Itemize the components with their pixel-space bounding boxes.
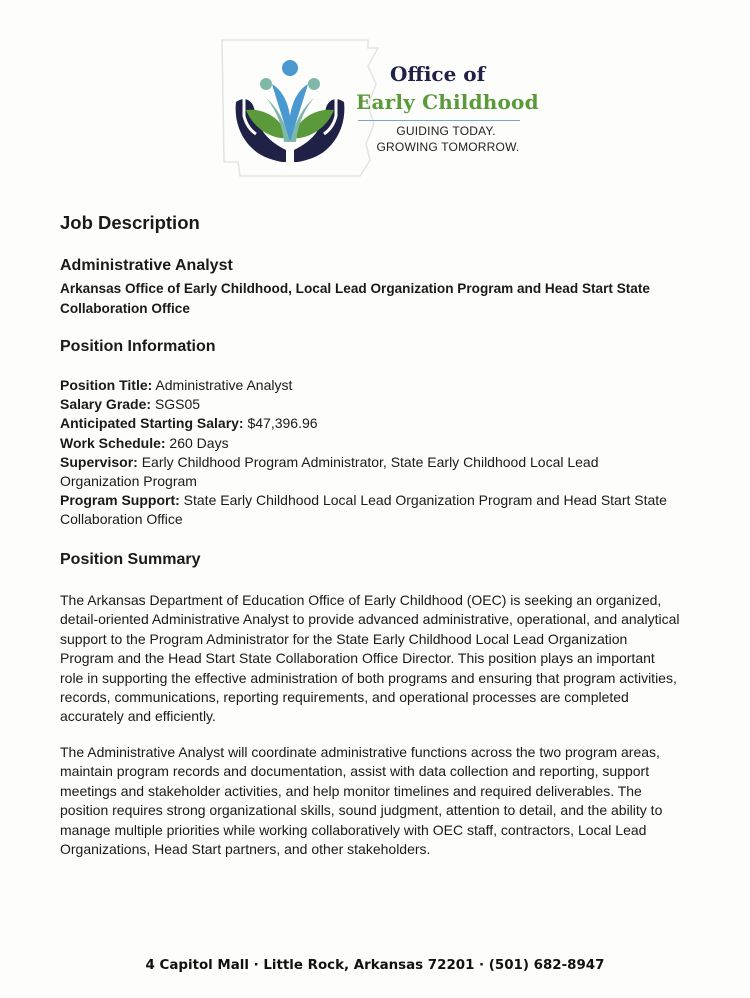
supervisor-row (60, 453, 680, 491)
field-value: SGS05 (151, 396, 201, 413)
logo-title-line2: Early Childhood (356, 90, 539, 114)
field-label: Program Support: (60, 492, 180, 509)
position-information-heading: Position Information (60, 338, 216, 355)
field-label: Work Schedule: (60, 434, 166, 451)
position-title-row (60, 376, 680, 395)
field-value: Early Childhood Program Administrator, State Early Childhood Local Lead Organization Program (60, 453, 599, 490)
field-value: 260 Days (165, 434, 229, 451)
field-value: $47,396.96 (243, 415, 318, 432)
logo-divider (358, 120, 520, 121)
field-label: Position Title: (60, 377, 153, 393)
logo-tagline-line2: GROWING TOMORROW. (376, 140, 520, 154)
starting-salary-row (60, 414, 680, 433)
agency-logo (218, 36, 539, 186)
footer-address: 4 Capitol Mall · Little Rock, Arkansas 72201 · (501) 682-8947 (145, 958, 605, 973)
work-schedule-row (60, 434, 680, 453)
logo-title-line1: Office of (390, 62, 486, 86)
position-information-list (60, 376, 680, 530)
hands-holding-plant-and-people-icon (232, 58, 348, 166)
summary-paragraph-2: The Administrative Analyst will coordinate administrative functions across the two program areas, maintain program records and documentation, assist with data collection and reporting, support meetings and stakeholder activities, and help monitor timelines and required deliverables. The position requires strong organizational skills, sound judgment, attention to detail, and the ability to manage multiple priorities while working collaboratively with OEC staff, contractors, Local Lead Organizations, Head Start partners, and other stakeholders. (60, 744, 663, 858)
field-label: Supervisor: (60, 453, 138, 470)
organization-name: Arkansas Office of Early Childhood, Local Lead Organization Program and Head Start State Collaboration Office (60, 281, 650, 316)
field-value: Administrative Analyst (152, 377, 293, 393)
page-title: Job Description (60, 212, 200, 233)
job-title: Administrative Analyst (60, 257, 233, 274)
salary-grade-row (60, 395, 680, 414)
field-label: Salary Grade: (60, 396, 152, 413)
position-summary-heading: Position Summary (60, 551, 201, 568)
field-value: State Early Childhood Local Lead Organization Program and Head Start State Collaboration Office (60, 492, 667, 528)
field-label: Anticipated Starting Salary: (60, 415, 244, 432)
summary-paragraph-1: The Arkansas Department of Education Office of Early Childhood (OEC) is seeking an organized, detail-oriented Administrative Analyst to provide advanced administrative, operational, and analytical support to the Program Administrator for the State Early Childhood Local Lead Organization Program and the Head Start State Collaboration Office Director. This position plays an important role in supporting the effective administration of both programs and ensuring that program activities, records, communications, reporting requirements, and operational processes are completed accurately and efficiently. (60, 592, 680, 725)
program-support-row (60, 491, 680, 529)
logo-tagline-line1: GUIDING TODAY. (396, 124, 496, 138)
